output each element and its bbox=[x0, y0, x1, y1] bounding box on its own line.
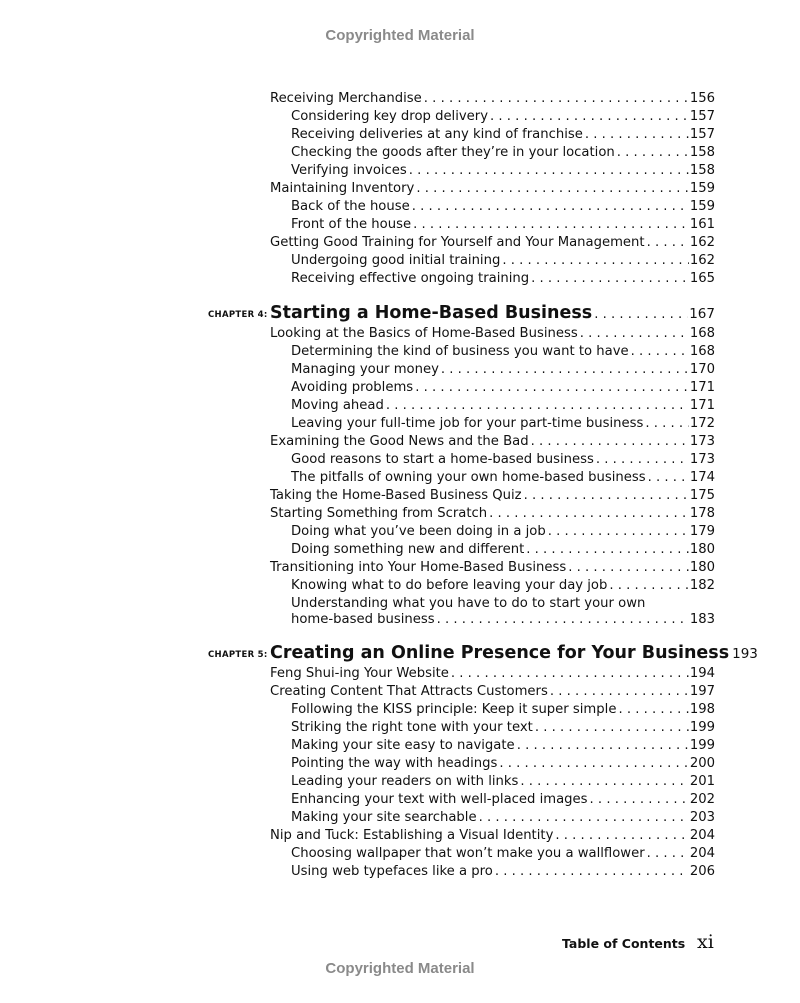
toc-entry-page: 170 bbox=[689, 362, 715, 377]
toc-entry-title: Feng Shui-ing Your Website bbox=[270, 666, 449, 681]
toc-subentry[interactable] bbox=[291, 252, 715, 270]
toc-entry-page: 174 bbox=[689, 470, 715, 485]
toc-entry[interactable] bbox=[270, 505, 715, 523]
toc-entry-page: 156 bbox=[689, 91, 715, 106]
dot-leader bbox=[520, 773, 688, 791]
toc-entry-title: Checking the goods after they’re in your location bbox=[291, 145, 615, 160]
dot-leader bbox=[437, 611, 689, 629]
toc-entry-title: home-based business bbox=[291, 612, 435, 627]
dot-leader bbox=[618, 701, 688, 719]
toc-entry[interactable] bbox=[270, 665, 715, 683]
toc-subentry[interactable] bbox=[291, 270, 715, 288]
running-footer-title: Table of Contents bbox=[562, 936, 686, 951]
toc-entry-page: 161 bbox=[689, 217, 715, 232]
toc-entry-title: Receiving effective ongoing training bbox=[291, 271, 530, 286]
watermark-top: Copyrighted Material bbox=[325, 27, 475, 44]
toc-entry-title: Doing something new and different bbox=[291, 542, 525, 557]
toc-entry-title: Making your site searchable bbox=[291, 810, 477, 825]
toc-entry-page: 182 bbox=[689, 578, 715, 593]
toc-entry-page: 200 bbox=[689, 756, 715, 771]
toc-subentry[interactable] bbox=[291, 611, 715, 629]
dot-leader bbox=[526, 541, 689, 559]
toc-subentry[interactable] bbox=[291, 701, 715, 719]
toc-entry-page: 197 bbox=[689, 684, 715, 699]
toc-entry-page: 201 bbox=[689, 774, 715, 789]
dot-leader bbox=[412, 198, 689, 216]
toc-entry-title: Leading your readers on with links bbox=[291, 774, 519, 789]
chapter-label: CHAPTER 4: bbox=[208, 310, 268, 320]
toc-entry-title: Nip and Tuck: Establishing a Visual Identity bbox=[270, 828, 554, 843]
page-number: xi bbox=[697, 931, 714, 953]
toc-entry-title: Following the KISS principle: Keep it super simple bbox=[291, 702, 617, 717]
dot-leader bbox=[648, 469, 689, 487]
toc-entry-page: 180 bbox=[689, 560, 715, 575]
toc-entry-title: Back of the house bbox=[291, 199, 410, 214]
toc-entry-title: Creating Content That Attracts Customers bbox=[270, 684, 548, 699]
dot-leader bbox=[451, 665, 689, 683]
toc-entry-page: 194 bbox=[689, 666, 715, 681]
watermark-bottom: Copyrighted Material bbox=[325, 960, 475, 977]
dot-leader bbox=[617, 144, 689, 162]
toc-subentry[interactable] bbox=[291, 737, 715, 755]
dot-leader bbox=[531, 270, 689, 288]
toc-entry-title: Striking the right tone with your text bbox=[291, 720, 533, 735]
toc-entry-page: 202 bbox=[689, 792, 715, 807]
toc-entry-title: Managing your money bbox=[291, 362, 439, 377]
toc-subentry[interactable] bbox=[291, 415, 715, 433]
toc-subentry[interactable] bbox=[291, 469, 715, 487]
toc-entry-page: 173 bbox=[689, 452, 715, 467]
dot-leader bbox=[490, 108, 689, 126]
dot-leader bbox=[609, 577, 688, 595]
toc-entry-page: 206 bbox=[689, 864, 715, 879]
toc-subentry[interactable] bbox=[291, 126, 715, 144]
dot-leader bbox=[535, 719, 689, 737]
dot-leader bbox=[585, 126, 689, 144]
toc-subentry[interactable] bbox=[291, 845, 715, 863]
toc-entry-title: Using web typefaces like a pro bbox=[291, 864, 493, 879]
toc-entry-title: Creating an Online Presence for Your Business bbox=[270, 643, 730, 663]
toc-entry-title: Receiving deliveries at any kind of franchise bbox=[291, 127, 583, 142]
toc-subentry[interactable] bbox=[291, 198, 715, 216]
toc-subentry[interactable] bbox=[291, 144, 715, 162]
dot-leader bbox=[441, 361, 689, 379]
chapter-label: CHAPTER 5: bbox=[208, 650, 268, 660]
toc-subentry[interactable] bbox=[291, 162, 715, 180]
toc-entry-page: 175 bbox=[689, 488, 715, 503]
dot-leader bbox=[502, 252, 689, 270]
toc-entry-page: 158 bbox=[689, 145, 715, 160]
dot-leader bbox=[386, 397, 689, 415]
dot-leader bbox=[590, 791, 689, 809]
toc-subentry[interactable] bbox=[291, 216, 715, 234]
toc-entry-page: 180 bbox=[689, 542, 715, 557]
dot-leader bbox=[550, 683, 689, 701]
toc-entry-title-line1[interactable]: Understanding what you have to do to start your own bbox=[291, 596, 646, 611]
dot-leader bbox=[555, 827, 688, 845]
toc-entry-page: 172 bbox=[689, 416, 715, 431]
toc-subentry[interactable] bbox=[291, 541, 715, 559]
toc-entry-title: Starting Something from Scratch bbox=[270, 506, 488, 521]
toc-subentry[interactable] bbox=[291, 773, 715, 791]
toc-entry-title: Avoiding problems bbox=[291, 380, 414, 395]
toc-entry-title: Good reasons to start a home-based business bbox=[291, 452, 594, 467]
toc-entry[interactable] bbox=[270, 234, 715, 252]
toc-subentry[interactable] bbox=[291, 577, 715, 595]
toc-entry-page: 183 bbox=[689, 612, 715, 627]
toc-entry-page: 173 bbox=[689, 434, 715, 449]
toc-entry-title: Knowing what to do before leaving your day job bbox=[291, 578, 608, 593]
toc-entry-page: 199 bbox=[689, 738, 715, 753]
dot-leader bbox=[647, 234, 689, 252]
toc-entry-page: 159 bbox=[689, 181, 715, 196]
dot-leader bbox=[596, 451, 689, 469]
toc-entry-page: 157 bbox=[689, 109, 715, 124]
toc-entry-title: Front of the house bbox=[291, 217, 412, 232]
toc-entry-page: 178 bbox=[689, 506, 715, 521]
toc-entry-page: 157 bbox=[689, 127, 715, 142]
dot-leader bbox=[594, 303, 688, 327]
dot-leader bbox=[580, 325, 689, 343]
toc-entry-title: Examining the Good News and the Bad bbox=[270, 434, 529, 449]
toc-entry-title: Pointing the way with headings bbox=[291, 756, 498, 771]
toc-subentry[interactable] bbox=[291, 809, 715, 827]
chapter-heading bbox=[0, 641, 758, 667]
dot-leader bbox=[499, 755, 688, 773]
toc-entry-title: Undergoing good initial training bbox=[291, 253, 501, 268]
toc-entry-page: 165 bbox=[689, 271, 715, 286]
toc-entry-title: Taking the Home-Based Business Quiz bbox=[270, 488, 522, 503]
dot-leader bbox=[568, 559, 689, 577]
toc-subentry[interactable] bbox=[291, 719, 715, 737]
toc-entry-title: Maintaining Inventory bbox=[270, 181, 415, 196]
toc-subentry[interactable] bbox=[291, 397, 715, 415]
dot-leader bbox=[479, 809, 689, 827]
toc-entry-page: 179 bbox=[689, 524, 715, 539]
dot-leader bbox=[517, 737, 689, 755]
toc-entry-page: 168 bbox=[689, 344, 715, 359]
dot-leader bbox=[647, 845, 689, 863]
toc-entry[interactable] bbox=[270, 180, 715, 198]
toc-entry[interactable] bbox=[270, 827, 715, 845]
toc-entry-page: 168 bbox=[689, 326, 715, 341]
dot-leader bbox=[548, 523, 689, 541]
chapter-heading bbox=[0, 301, 715, 327]
toc-entry-title: Verifying invoices bbox=[291, 163, 407, 178]
chapter-title-entry[interactable] bbox=[270, 641, 758, 667]
toc-entry-title: Determining the kind of business you want to have bbox=[291, 344, 629, 359]
toc-entry-page: 162 bbox=[689, 235, 715, 250]
toc-entry-page: 167 bbox=[689, 306, 715, 322]
toc-subentry[interactable] bbox=[291, 523, 715, 541]
toc-entry-page: 203 bbox=[689, 810, 715, 825]
dot-leader bbox=[413, 216, 689, 234]
toc-entry-title: Considering key drop delivery bbox=[291, 109, 489, 124]
dot-leader bbox=[415, 379, 689, 397]
toc-entry-title: Leaving your full-time job for your part-time business bbox=[291, 416, 644, 431]
toc-entry[interactable] bbox=[270, 433, 715, 451]
toc-entry-page: 171 bbox=[689, 398, 715, 413]
toc-entry-title: Making your site easy to navigate bbox=[291, 738, 515, 753]
toc-entry-page: 193 bbox=[732, 646, 758, 662]
dot-leader bbox=[531, 433, 689, 451]
toc-subentry[interactable] bbox=[291, 379, 715, 397]
toc-entry-title: Starting a Home-Based Business bbox=[270, 303, 593, 323]
toc-subentry[interactable] bbox=[291, 451, 715, 469]
toc-entry[interactable] bbox=[270, 559, 715, 577]
toc-entry-page: 158 bbox=[689, 163, 715, 178]
toc-entry[interactable] bbox=[270, 325, 715, 343]
dot-leader bbox=[409, 162, 689, 180]
toc-entry-page: 204 bbox=[689, 828, 715, 843]
dot-leader bbox=[416, 180, 688, 198]
toc-entry-title: Getting Good Training for Yourself and Your Management bbox=[270, 235, 645, 250]
toc-subentry[interactable] bbox=[291, 361, 715, 379]
toc-entry-title: Doing what you’ve been doing in a job bbox=[291, 524, 546, 539]
dot-leader bbox=[424, 90, 689, 108]
toc-entry-title: Receiving Merchandise bbox=[270, 91, 422, 106]
toc-subentry[interactable] bbox=[291, 343, 715, 361]
chapter-title-entry[interactable] bbox=[270, 301, 715, 327]
toc-entry-title: Looking at the Basics of Home-Based Business bbox=[270, 326, 578, 341]
toc-entry-title: Enhancing your text with well-placed images bbox=[291, 792, 588, 807]
dot-leader bbox=[524, 487, 689, 505]
toc-subentry[interactable] bbox=[291, 755, 715, 773]
toc-subentry[interactable] bbox=[291, 108, 715, 126]
toc-subentry[interactable] bbox=[291, 863, 715, 881]
dot-leader bbox=[489, 505, 689, 523]
toc-entry-title: The pitfalls of owning your own home-based business bbox=[291, 470, 646, 485]
toc-entry-page: 198 bbox=[689, 702, 715, 717]
toc-entry-page: 171 bbox=[689, 380, 715, 395]
toc-entry-title: Moving ahead bbox=[291, 398, 384, 413]
toc-entry-page: 159 bbox=[689, 199, 715, 214]
dot-leader bbox=[645, 415, 688, 433]
toc-entry-page: 199 bbox=[689, 720, 715, 735]
dot-leader bbox=[631, 343, 689, 361]
toc-entry[interactable] bbox=[270, 487, 715, 505]
toc-subentry[interactable] bbox=[291, 791, 715, 809]
toc-entry-page: 162 bbox=[689, 253, 715, 268]
dot-leader bbox=[495, 863, 689, 881]
toc-entry[interactable] bbox=[270, 90, 715, 108]
toc-entry[interactable] bbox=[270, 683, 715, 701]
toc-entry-title: Choosing wallpaper that won’t make you a wallflower bbox=[291, 846, 645, 861]
toc-entry-page: 204 bbox=[689, 846, 715, 861]
toc-entry-title: Transitioning into Your Home-Based Business bbox=[270, 560, 567, 575]
